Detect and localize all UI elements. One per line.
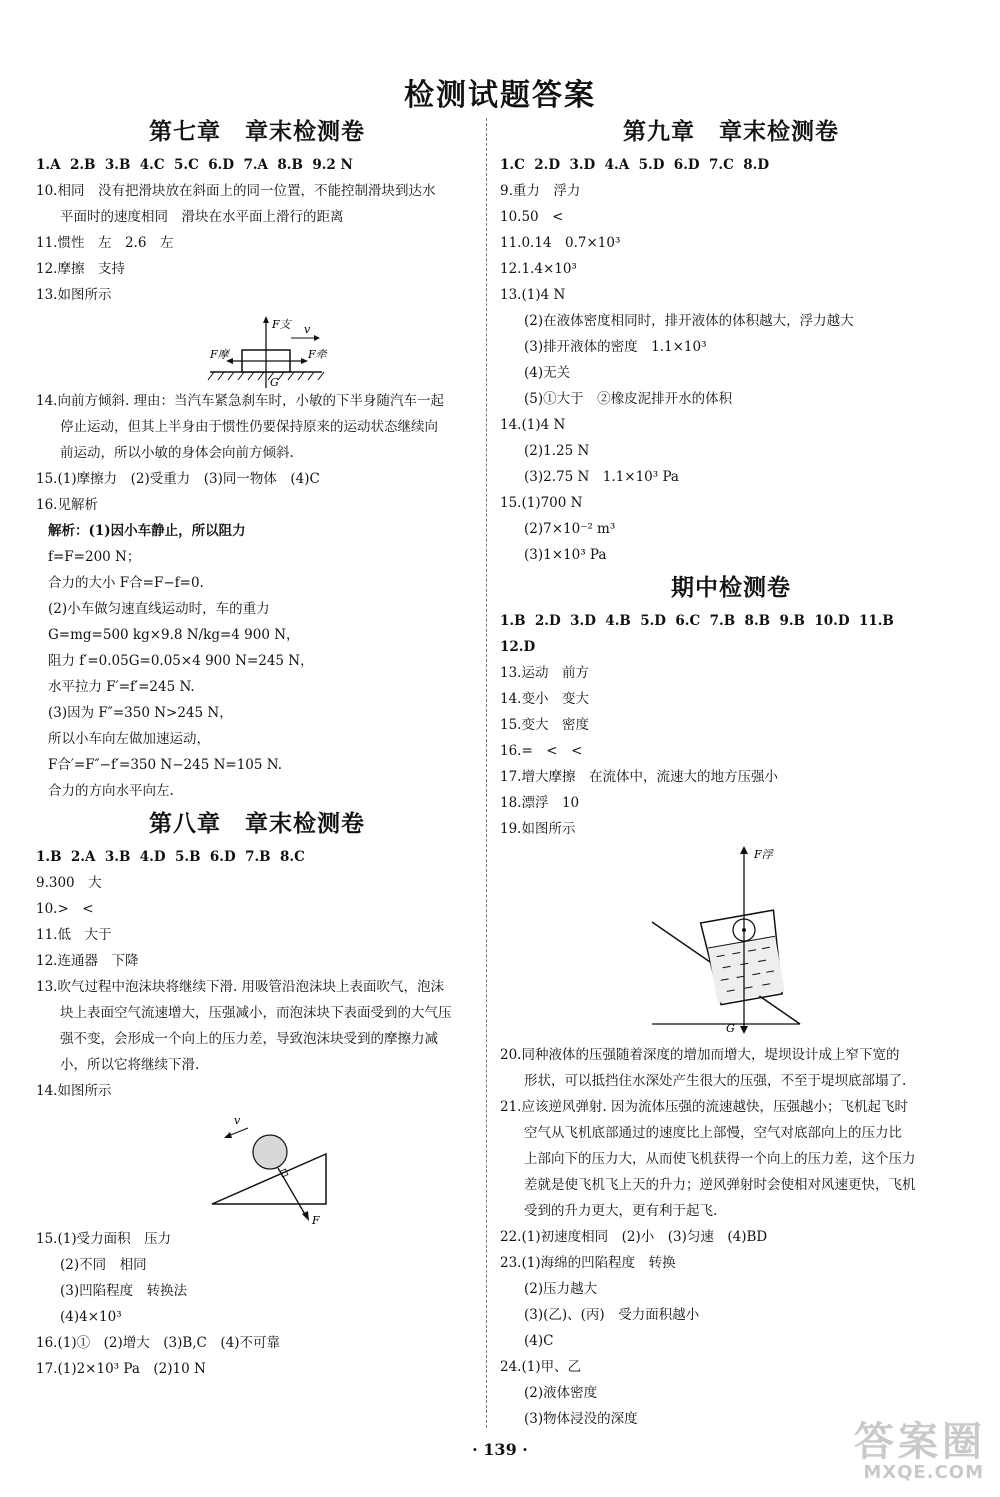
ball-incline-figure [36,1104,478,1226]
watermark-logo [776,1410,986,1488]
answer-line: (3)2.75 N 1.1×10³ Pa [524,469,679,485]
answer-line: 12.1.4×10³ [500,261,577,277]
answer-line: 形状，可以抵挡住水深处产生很大的压强，不至于堤坝底部塌了. [524,1073,907,1089]
answer-line: (2)1.25 N [524,443,590,459]
answer-line: 23.(1)海绵的凹陷程度 转换 [500,1255,676,1271]
answer-line: (4)4×10³ [60,1309,122,1325]
answer-line: 差就是使飞机飞上天的升力；逆风弹射时会使相对风速更快，飞机 [524,1177,916,1193]
label-f: F [312,1214,320,1226]
answer-line: (3)物体浸没的深度 [524,1411,638,1427]
answer-line: 13.如图所示 [36,287,112,303]
label-f-support: F支 [272,318,291,331]
answer-line: 11.惯性 左 2.6 左 [36,235,174,251]
answer-line: (3)凹陷程度 转换法 [60,1283,188,1299]
answer-line: (2)压力越大 [524,1281,598,1297]
section-title-ch9: 第九章 章末检测卷 [623,119,839,145]
answer-line: 9.300 大 [36,875,102,891]
answer-line: 13.(1)4 N [500,287,566,303]
force-diagram-block [36,308,478,388]
answer-line: 1.C 2.D 3.D 4.A 5.D 6.D 7.C 8.D [500,157,770,173]
answer-line: 上部向下的压力大，从而使飞机获得一个向上的压力差，这个压力 [524,1151,916,1167]
watermark-site: MXQE.COM [863,1462,984,1483]
answer-line: 13.吹气过程中泡沫块将继续下滑. 用吸管沿泡沫块上表面吹气，泡沫 [36,979,445,995]
label-g: G [726,1022,735,1035]
answer-line: 24.(1)甲、乙 [500,1359,582,1375]
answer-line: 22.(1)初速度相同 (2)小 (3)匀速 (4)BD [500,1229,768,1245]
answer-line: 强不变，会形成一个向上的压力差，导致泡沫块受到的摩擦力减 [60,1031,438,1047]
label-f-traction: F牵 [308,348,327,361]
buoyancy-diagram [500,842,962,1042]
answer-line: 水平拉力 F′=f′=245 N. [48,679,195,695]
answer-line: (4)无关 [524,365,571,381]
label-g: G [270,376,279,388]
page-number: · 139 · [472,1440,528,1459]
answer-line: 合力的大小 F合=F−f=0. [48,575,204,591]
label-v: v [304,323,311,336]
ball-incline-diagram [36,1104,478,1226]
answer-line: 10.> < [36,901,94,917]
section-title-midterm: 期中检测卷 [671,575,791,601]
answer-line: 16.(1)① (2)增大 (3)B,C (4)不可靠 [36,1335,281,1351]
answer-line: 14.(1)4 N [500,417,566,433]
answer-line: 1.B 2.D 3.D 4.B 5.D 6.C 7.B 8.B 9.B 10.D 11.B [500,613,894,629]
answer-line: 受到的升力更大，更有利于起飞. [524,1203,718,1219]
answer-line: 空气从飞机底部通过的速度比上部慢，空气对底部向上的压力比 [524,1125,902,1141]
answer-line: (2)小车做匀速直线运动时，车的重力 [48,601,270,617]
answer-line: 14.变小 变大 [500,691,589,707]
section-title-ch8: 第八章 章末检测卷 [149,811,365,837]
answer-line: (2)7×10⁻² m³ [524,521,616,537]
answer-line: 15.(1)受力面积 压力 [36,1231,172,1247]
watermark-text: 答案圈 [854,1419,986,1465]
column-divider [486,118,487,1428]
answer-line: 解析：(1)因小车静止，所以阻力 [48,523,246,539]
answer-line: 12.D [500,639,536,655]
answer-line: 所以小车向左做加速运动， [48,731,210,747]
answer-line: 前运动，所以小敏的身体会向前方倾斜. [60,445,294,461]
answer-line: 16.见解析 [36,497,98,513]
answer-line: 块上表面空气流速增大，压强减小，而泡沫块下表面受到的大气压 [60,1005,452,1021]
answer-line: (3)排开液体的密度 1.1×10³ [524,339,707,355]
answer-line: 17.(1)2×10³ Pa (2)10 N [36,1361,206,1377]
answer-line: 12.连通器 下降 [36,953,139,969]
answer-line: 合力的方向水平向左. [48,783,174,799]
answer-line: 15.变大 密度 [500,717,589,733]
answer-line: F合′=F″−f′=350 N−245 N=105 N. [48,757,283,773]
answer-line: 平面时的速度相同 滑块在水平面上滑行的距离 [60,209,344,225]
answer-line: (3)(乙)、(丙) 受力面积越小 [524,1307,700,1323]
label-f-friction: F摩 [210,348,229,361]
answer-line: 20.同种液体的压强随着深度的增加而增大，堤坝设计成上窄下宽的 [500,1047,900,1063]
answer-line: G=mg=500 kg×9.8 N/kg=4 900 N， [48,627,300,643]
section-title-ch7: 第七章 章末检测卷 [149,119,365,145]
answer-line: 19.如图所示 [500,821,576,837]
answer-line: 1.B 2.A 3.B 4.D 5.B 6.D 7.B 8.C [36,849,305,865]
answer-line: (2)液体密度 [524,1385,598,1401]
page-title: 检测试题答案 [404,78,596,113]
answer-line: 15.(1)700 N [500,495,583,511]
answer-line: 11.低 大于 [36,927,112,943]
answer-line: 14.如图所示 [36,1083,112,1099]
answer-line: 阻力 f′=0.05G=0.05×4 900 N=245 N， [48,653,314,669]
label-v: v [234,1114,241,1127]
answer-line: 9.重力 浮力 [500,183,581,199]
answer-line: (3)因为 F″=350 N>245 N， [48,705,233,721]
left-column [36,112,478,1382]
answer-line: 10.相同 没有把滑块放在斜面上的同一位置，不能控制滑块到达水 [36,183,436,199]
answer-line: (3)1×10³ Pa [524,547,607,563]
answer-line: (2)不同 相同 [60,1257,147,1273]
answer-line: 15.(1)摩擦力 (2)受重力 (3)同一物体 (4)C [36,471,320,487]
block-force-figure [36,308,478,388]
answer-line: 18.漂浮 10 [500,795,580,811]
answer-line: 1.A 2.B 3.B 4.C 5.C 6.D 7.A 8.B 9.2 N [36,157,353,173]
answer-line: 21.应该逆风弹射. 因为流体压强的流速越快，压强越小；飞机起飞时 [500,1099,909,1115]
answer-line: 停止运动，但其上半身由于惯性仍要保持原来的运动状态继续向 [60,419,438,435]
answer-line: 小，所以它将继续下滑. [60,1057,200,1073]
answer-line: (5)①大于 ②橡皮泥排开水的体积 [524,391,733,407]
answer-line: 17.增大摩擦 在流体中，流速大的地方压强小 [500,769,778,785]
answer-line: 12.摩擦 支持 [36,261,125,277]
answer-line: f=F=200 N； [48,549,141,565]
answer-line: (4)C [524,1333,554,1349]
answer-line: 14.向前方倾斜. 理由：当汽车紧急刹车时，小敏的下半身随汽车一起 [36,393,445,409]
answer-line: (2)在液体密度相同时，排开液体的体积越大，浮力越大 [524,313,854,329]
answer-line: 16.= < < [500,743,583,759]
label-f-buoyancy: F浮 [754,848,773,861]
answer-line: 10.50 < [500,209,564,225]
right-column [500,112,962,1432]
answer-line: 11.0.14 0.7×10³ [500,235,621,251]
answer-line: 13.运动 前方 [500,665,589,681]
buoyancy-figure [500,842,962,1042]
